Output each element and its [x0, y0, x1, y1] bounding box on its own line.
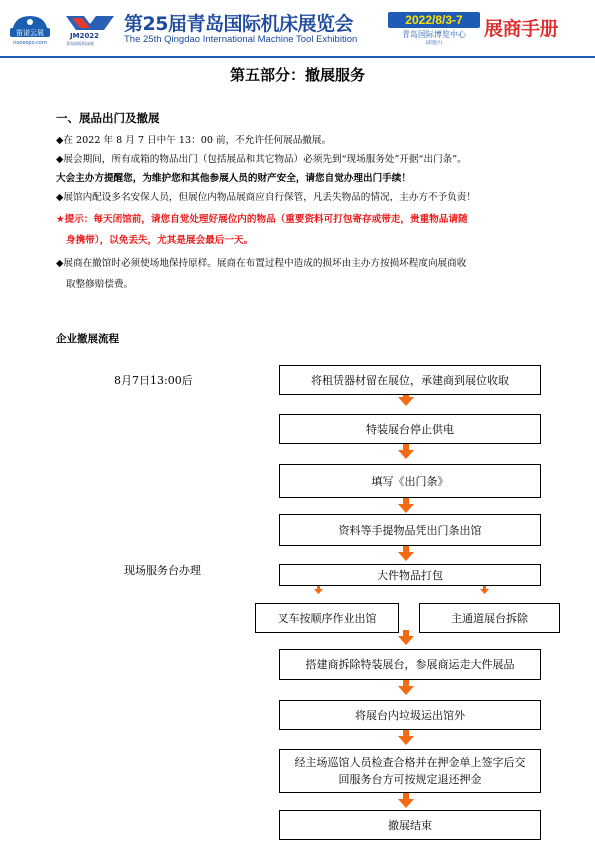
- expo-title: 第25届青岛国际机床展览会: [124, 13, 353, 35]
- jm-year: JM2022: [70, 32, 100, 40]
- down-arrow-icon: [398, 444, 414, 459]
- rule-line: ◆展会期间，所有成箱的物品出门（包括展品和其它物品）必须先到“现场服务处”开据“出门条”。: [56, 154, 467, 165]
- flow-step-6: 搭建商拆除特装展台，参展商运走大件展品: [279, 649, 541, 680]
- exhibitor-manual-label: 展商手册: [484, 18, 559, 40]
- flow-step-8: 经主场巡馆人员检查合格并在押金单上签字后交回服务台方可按规定退还押金: [279, 749, 541, 793]
- flow-step-1: 将租赁器材留在展位，承建商到展位收取: [279, 365, 541, 395]
- flow-step-2: 特装展台停止供电: [279, 414, 541, 444]
- down-arrow-icon: [398, 680, 414, 695]
- arrow-icons: [314, 391, 489, 808]
- jm-subtitle: 青岛国际机床展: [66, 41, 94, 46]
- logo-site: nooexpo.com: [13, 40, 47, 46]
- down-arrow-icon: [314, 586, 323, 594]
- down-arrow-icon: [398, 793, 414, 808]
- page-title: 第五部分：撤展服务: [229, 66, 365, 84]
- venue-district: (即墨区): [425, 41, 443, 46]
- venue-name: 青岛国际博览中心: [402, 30, 466, 39]
- warning-tip: ★提示：每天闭馆前，请您自觉处理好展位内的物品（重要资料可打包寄存或带走，贵重物品请随: [56, 214, 468, 225]
- flow-step-forklift: 叉车按顺序作业出馆: [255, 603, 399, 633]
- flow-title: 企业撤展流程: [56, 333, 119, 345]
- flow-step-7: 将展台内垃圾运出馆外: [279, 700, 541, 730]
- expo-subtitle: The 25th Qingdao International Machine Tool Exhibition: [124, 34, 358, 45]
- flow-step-aisle: 主通道展台拆除: [419, 603, 560, 633]
- organizer-reminder: 大会主办方提醒您，为维护您和其他参展人员的财产安全，请您自觉办理出门手续！: [56, 173, 411, 184]
- logo-text: 笛诺云展: [16, 29, 44, 37]
- down-arrow-icon: [480, 586, 489, 594]
- warning-tip-cont: 身携带），以免丢失，尤其是展会最后一天。: [66, 235, 254, 246]
- down-arrow-icon: [398, 630, 414, 645]
- rule-line-cont: 取整修赔偿费。: [66, 279, 134, 290]
- flow-step-3: 填写《出门条》: [279, 464, 541, 498]
- flow-step-5: 大件物品打包: [279, 564, 541, 586]
- flow-side-time: 8月7日13:00后: [114, 374, 193, 387]
- down-arrow-icon: [398, 546, 414, 561]
- date-badge: 2022/8/3-7: [388, 12, 480, 28]
- down-arrow-icon: [398, 498, 414, 513]
- flow-side-desk: 现场服务台办理: [124, 564, 201, 577]
- down-arrow-icon: [398, 730, 414, 745]
- flow-step-4: 资料等手提物品凭出门条出馆: [279, 514, 541, 546]
- section-title: 一、展品出门及撤展: [56, 111, 160, 125]
- flow-step-end: 撤展结束: [279, 810, 541, 840]
- rule-line: ◆展商在撤馆时必须使场地保持原样。展商在布置过程中造成的损坏由主办方按损坏程度向展商收: [56, 258, 467, 269]
- rule-line: ◆展馆内配设多名安保人员，但展位内物品展商应自行保管，凡丢失物品的情况，主办方不予负责！: [56, 192, 476, 203]
- rule-line: ◆在 2022 年 8 月 7 日中午 13：00 前，不允许任何展品撤展。: [56, 135, 332, 146]
